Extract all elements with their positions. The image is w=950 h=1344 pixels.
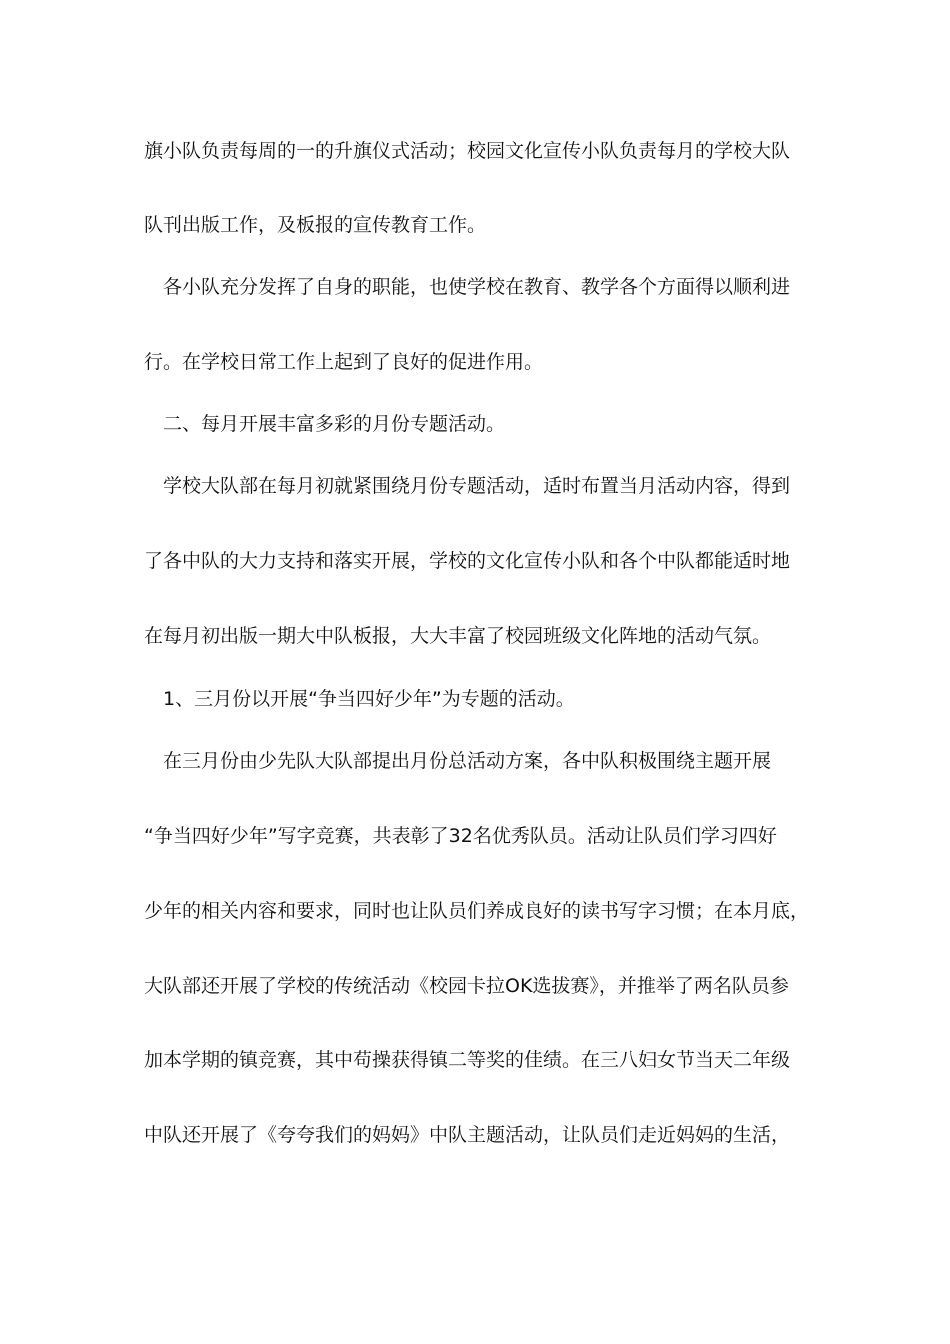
- text-line: 行。在学校日常工作上起到了良好的促进作用。: [144, 351, 544, 373]
- section-heading: 二、每月开展丰富多彩的月份专题活动。: [163, 413, 506, 435]
- text-line: “争当四好少年”写字竞赛，共表彰了32名优秀队员。活动让队员们学习四好: [144, 825, 777, 847]
- text-line: 少年的相关内容和要求，同时也让队员们养成良好的读书写字习惯；在本月底，: [144, 900, 810, 922]
- text-line: 加本学期的镇竞赛，其中苟操获得镇二等奖的佳绩。在三八妇女节当天二年级: [144, 1049, 791, 1071]
- text-line: 旗小队负责每周的一的升旗仪式活动；校园文化宣传小队负责每月的学校大队: [144, 140, 791, 162]
- text-line: 中队还开展了《夸夸我们的妈妈》中队主题活动，让队员们走近妈妈的生活，: [144, 1124, 791, 1146]
- subsection-heading: 1、三月份以开展“争当四好少年”为专题的活动。: [163, 688, 575, 710]
- text-line: 大队部还开展了学校的传统活动《校园卡拉OK选拔赛》，并推举了两名队员参: [144, 975, 789, 997]
- paragraph-first-line: 学校大队部在每月初就紧围绕月份专题活动，适时布置当月活动内容，得到: [163, 475, 791, 497]
- text-line: 在每月初出版一期大中队板报，大大丰富了校园班级文化阵地的活动气氛。: [144, 625, 772, 647]
- paragraph-first-line: 各小队充分发挥了自身的职能，也使学校在教育、教学各个方面得以顺利进: [163, 276, 791, 298]
- text-line: 了各中队的大力支持和落实开展，学校的文化宣传小队和各个中队都能适时地: [144, 550, 791, 572]
- paragraph-first-line: 在三月份由少先队大队部提出月份总活动方案，各中队积极围绕主题开展: [163, 750, 772, 772]
- text-line: 队刊出版工作，及板报的宣传教育工作。: [144, 214, 487, 236]
